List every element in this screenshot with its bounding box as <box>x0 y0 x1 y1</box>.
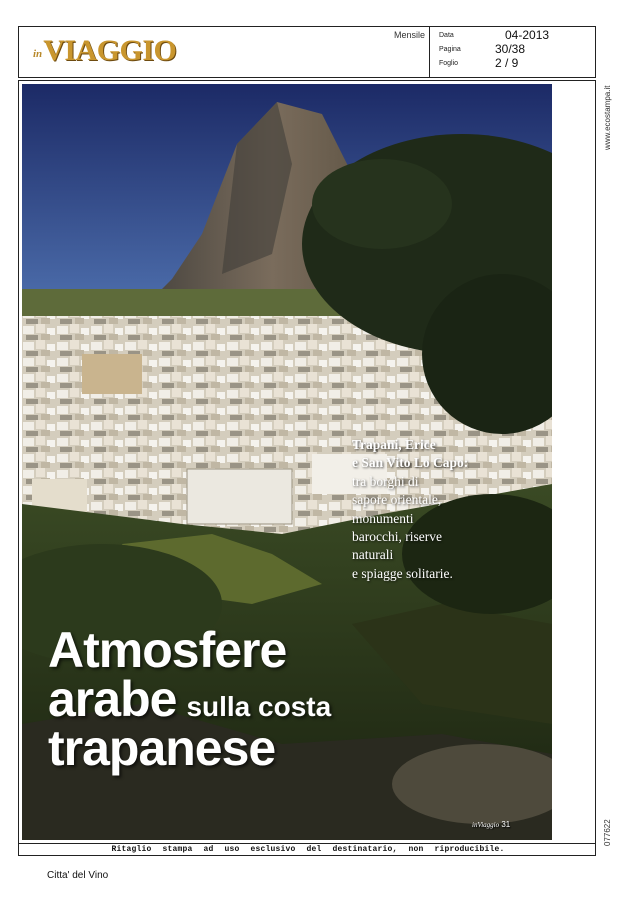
meta-value-page: 30/38 <box>495 42 526 56</box>
folio-page: 31 <box>501 820 511 829</box>
subhead-line: naturali <box>352 547 394 563</box>
frequency-label: Mensile <box>393 30 425 40</box>
logo-area <box>19 27 430 77</box>
side-url: www.ecostampa.it <box>603 85 612 150</box>
article-subheading <box>352 436 532 583</box>
article-headline <box>48 622 332 776</box>
headline-line-1: Atmosfere <box>48 622 287 678</box>
subhead-line: monumenti <box>352 510 414 526</box>
headline-line-2-small: sulla costa <box>186 691 332 722</box>
meta-key-date: Data <box>439 32 454 39</box>
publication-meta <box>431 27 595 77</box>
footer-band <box>18 844 596 856</box>
logo-prefix: in <box>33 48 43 60</box>
page-folio <box>472 820 510 829</box>
subhead-line: sapore orientale, <box>352 492 442 508</box>
meta-value-sheet: 2 / 9 <box>495 56 519 70</box>
reproduction-notice: Ritaglio stampa ad uso esclusivo del destinatario, non riproducibile. <box>111 845 505 854</box>
subhead-line: barocchi, riserve <box>352 529 442 545</box>
meta-value-date: 04-2013 <box>505 28 550 42</box>
side-code: 077622 <box>603 819 612 846</box>
logo-title: VIAGGIO <box>43 34 177 67</box>
subhead-line: e spiagge solitarie. <box>352 565 453 581</box>
clipping-source: Citta' del Vino <box>47 870 109 881</box>
subhead-line: tra borghi di <box>352 473 419 489</box>
headline-line-2: arabe <box>48 671 177 727</box>
subhead-lead-2: e San Vito Lo Capo: <box>352 455 469 471</box>
meta-key-page: Pagina <box>439 46 461 53</box>
subhead-lead-1: Trapani, Erice <box>352 437 436 452</box>
page-header <box>18 26 596 78</box>
meta-key-sheet: Foglio <box>439 60 459 67</box>
headline-line-3: trapanese <box>48 720 276 776</box>
magazine-logo <box>33 36 176 66</box>
folio-magazine: inViaggio <box>472 821 500 829</box>
